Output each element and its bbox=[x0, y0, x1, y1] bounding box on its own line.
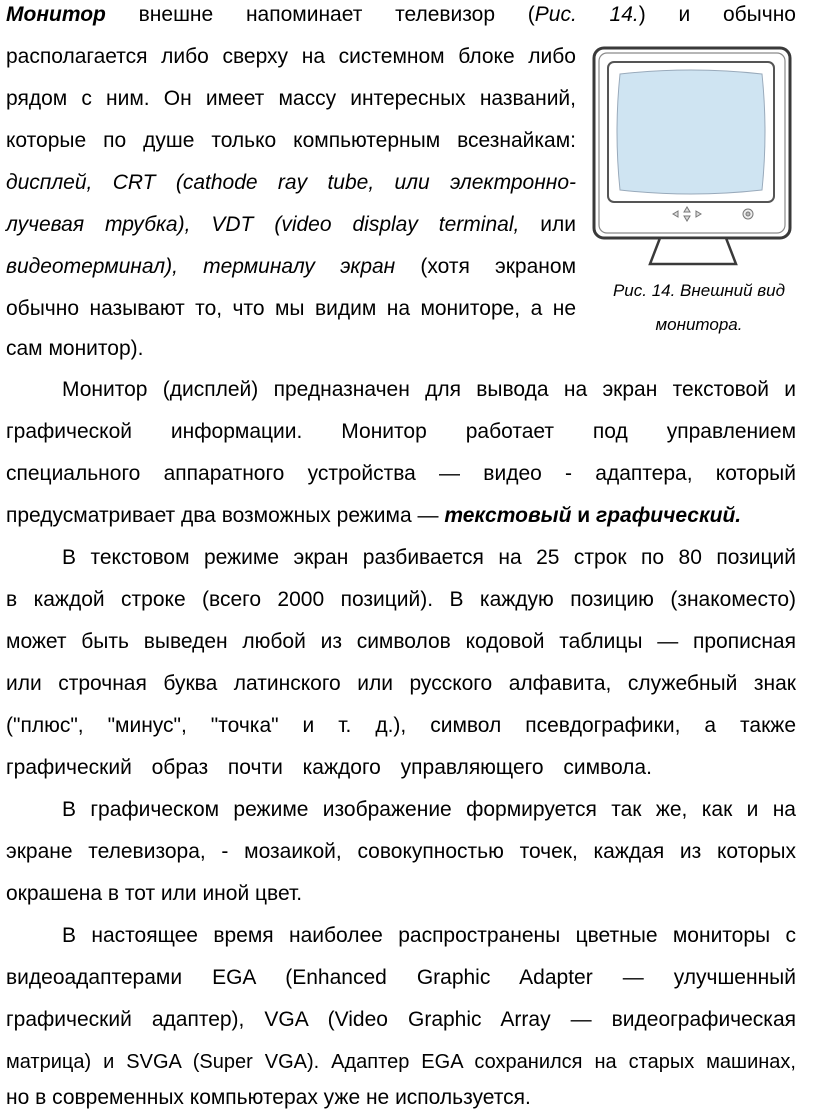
text-line: В настоящее время наиболее распространены цветные мониторы с bbox=[62, 924, 796, 947]
text-line: располагается либо сверху на системном блоке либо bbox=[6, 45, 576, 68]
text-line: графический адаптер), VGA (Video Graphic Array — видеографическая bbox=[6, 1008, 796, 1031]
text-line: дисплей, CRT (cathode ray tube, или электронно- bbox=[6, 171, 576, 194]
text-line: которые по душе только компьютерным всезнайкам: bbox=[6, 129, 576, 152]
text-line: Монитор (дисплей) предназначен для вывода на экран текстовой и bbox=[62, 378, 796, 401]
text-line: в каждой строке (всего 2000 позиций). В каждую позицию (знакоместо) bbox=[6, 588, 796, 611]
text-line: В графическом режиме изображение формируется так же, как и на bbox=[62, 798, 796, 821]
text-line: видеоадаптерами EGA (Enhanced Graphic Adapter — улучшенный bbox=[6, 966, 796, 989]
text-line: матрица) и SVGA (Super VGA). Адаптер EGA сохранился на старых машинах, bbox=[6, 1051, 796, 1073]
text-line: или строчная буква латинского или русского алфавита, служебный знак bbox=[6, 672, 796, 695]
text-line: может быть выведен любой из символов кодовой таблицы — прописная bbox=[6, 630, 796, 653]
text-line: предусматривает два возможных режима — текстовый и графический. bbox=[6, 504, 742, 527]
text-line: обычно называют то, что мы видим на мониторе, а не bbox=[6, 297, 576, 320]
text-line: лучевая трубка), VDT (video display terminal, или bbox=[6, 213, 576, 236]
text-line: Монитор внешне напоминает телевизор (Рис. 14.) и обычно bbox=[6, 3, 796, 26]
text-line: рядом с ним. Он имеет массу интересных названий, bbox=[6, 87, 576, 110]
monitor-screen bbox=[617, 70, 765, 194]
figure-caption-line2: монитора. bbox=[655, 315, 743, 334]
term-monitor: Монитор bbox=[6, 3, 106, 26]
text-line: видеотерминал), терминалу экран (хотя экраном bbox=[6, 255, 577, 278]
text-line: В текстовом режиме экран разбивается на 25 строк по 80 позиций bbox=[62, 546, 796, 569]
text-line: специального аппаратного устройства — видео - адаптера, который bbox=[6, 462, 796, 485]
text-line: окрашена в тот или иной цвет. bbox=[6, 882, 303, 905]
text-line: но в современных компьютерах уже не используется. bbox=[6, 1086, 531, 1109]
text-line: сам монитор). bbox=[6, 337, 144, 360]
text-line: ("плюс", "минус", "точка" и т. д.), символ псевдографики, а также bbox=[6, 714, 796, 737]
crt-monitor-icon bbox=[590, 40, 796, 268]
text-line: графической информации. Монитор работает под управлением bbox=[6, 420, 796, 443]
text-line: графический образ почти каждого управляющего символа. bbox=[6, 756, 652, 779]
text-line: экране телевизора, - мозаикой, совокупностью точек, каждая из которых bbox=[6, 840, 796, 863]
figure-caption: Рис. 14. Внешний вид bbox=[612, 281, 786, 300]
